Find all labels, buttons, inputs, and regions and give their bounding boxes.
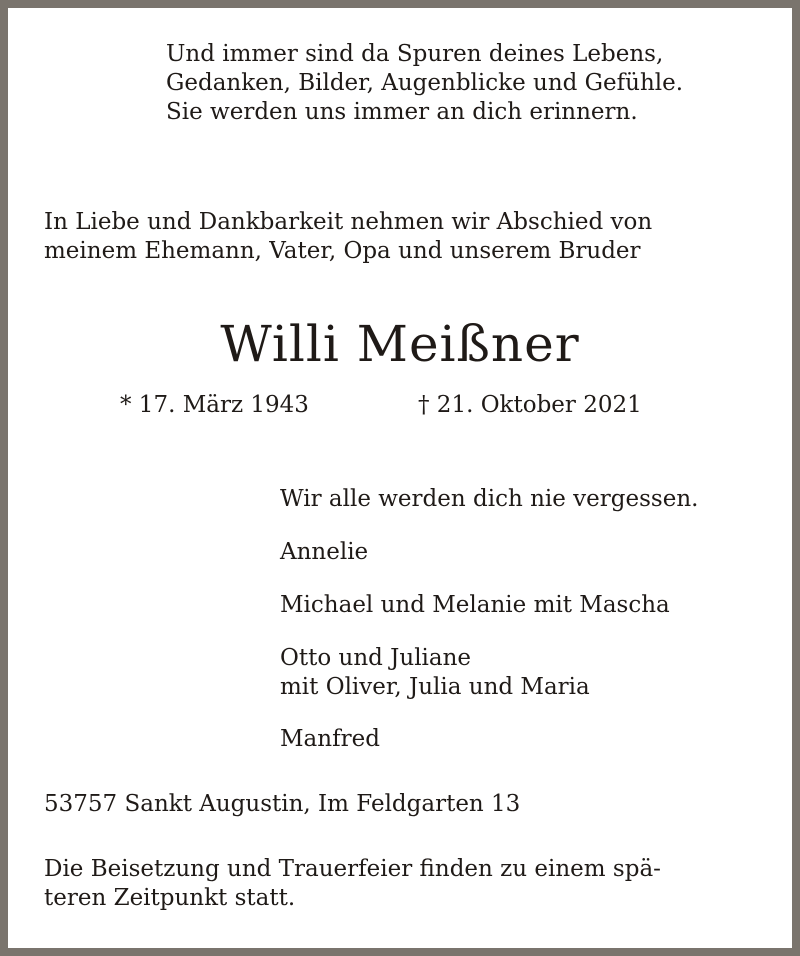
verse-line: Und immer sind da Spuren deines Lebens, — [166, 41, 664, 67]
death-date: † 21. Oktober 2021 — [418, 392, 642, 418]
mourner-name: Michael und Melanie mit Mascha — [280, 592, 670, 618]
intro-line: In Liebe und Dankbarkeit nehmen wir Abschied von — [44, 209, 653, 235]
intro-line: meinem Ehemann, Vater, Opa und unserem Bruder — [44, 238, 641, 264]
farewell-intro — [44, 208, 652, 266]
deceased-name: Willi Meißner — [220, 315, 580, 373]
memorial-verse — [166, 40, 683, 127]
funeral-line: teren Zeitpunkt statt. — [44, 885, 296, 911]
funeral-note — [44, 855, 661, 913]
family-address: 53757 Sankt Augustin, Im Feldgarten 13 — [44, 791, 521, 817]
mourner-name: Annelie — [280, 539, 369, 565]
mourner-name: Otto und Juliane — [280, 645, 472, 671]
mourner-entry — [280, 644, 590, 702]
mourner-name: Manfred — [280, 726, 380, 752]
mourner-name: mit Oliver, Julia und Maria — [280, 674, 590, 700]
funeral-line: Die Beisetzung und Trauerfeier finden zu einem spä- — [44, 856, 661, 882]
mourner-entry — [280, 725, 380, 754]
verse-line: Sie werden uns immer an dich erinnern. — [166, 99, 638, 125]
verse-line: Gedanken, Bilder, Augenblicke und Gefühle. — [166, 70, 684, 96]
birth-date: * 17. März 1943 — [120, 392, 309, 418]
obituary-notice — [8, 8, 792, 948]
mourner-entry — [280, 591, 670, 620]
mourner-entry — [280, 538, 368, 567]
farewell-line: Wir alle werden dich nie vergessen. — [280, 486, 699, 512]
